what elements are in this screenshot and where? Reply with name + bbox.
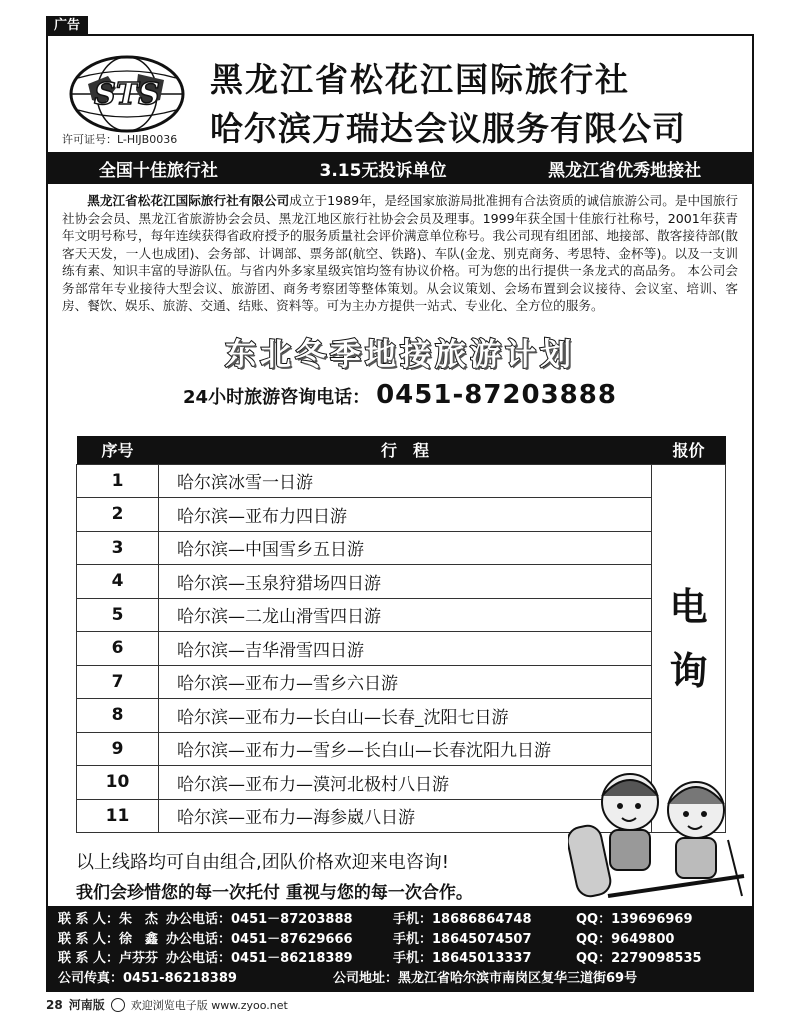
- company-title-1: 黑龙江省松花江国际旅行社: [210, 60, 630, 99]
- contact-qq: QQ：2279098535: [576, 951, 702, 966]
- contact-office-phone: 办公电话：0451－86218389: [166, 951, 353, 966]
- route-name: 哈尔滨—亚布力—雪乡六日游: [159, 665, 652, 699]
- route-row: [77, 565, 726, 599]
- company-intro: [48, 184, 752, 315]
- route-number: 1: [77, 464, 159, 498]
- intro-text: 成立于1989年，是经国家旅游局批准拥有合法资质的诚信旅游公司。是中国旅行社协会会员、黑龙江省旅游协会会员、黑龙江地区旅行社协会会员及理事。1999年获全国十佳旅行社称号，2001年获青年文明号称号，每年连续获得省政府授予的服务质量社会评价满意单位称号。我公司现有组团部、地接部、散客接待部(散客天天发，一人也成团)、会务部、计调部、票务部(航空、铁路)、车队(金龙、别克商务、考思特、金杯等)。以及一支训练有素、知识丰富的导游队伍。与省内外多家星级宾馆均签有协议价格。可为您的出行提供一条龙式的高品务。 本公司会务部常年专业接待大型会议、旅游团、商务考察团等整体策划。从会议策划、会场布置到会议接待、会议室、培训、客房、餐饮、娱乐、旅游、交通、结账、资料等。可为主办方提供一站式、专业化、全方位的服务。: [62, 193, 739, 313]
- route-row: [77, 498, 726, 532]
- ad-frame: [46, 34, 754, 992]
- route-name: 哈尔滨—玉泉狩猎场四日游: [159, 565, 652, 599]
- header-price: 报价: [652, 436, 726, 464]
- page-footer: [46, 996, 288, 1013]
- intro-company-name: 黑龙江省松花江国际旅行社有限公司: [87, 193, 290, 208]
- license-number: 许可证号：L-HIJB0036: [62, 133, 178, 146]
- route-number: 9: [77, 732, 159, 766]
- route-number: 10: [77, 766, 159, 800]
- route-row: [77, 699, 726, 733]
- contact-row: [58, 930, 742, 950]
- route-number: 2: [77, 498, 159, 532]
- contacts-block: [48, 906, 752, 992]
- route-name: 哈尔滨—亚布力四日游: [159, 498, 652, 532]
- header-no: 序号: [77, 436, 159, 464]
- contact-row: [58, 969, 742, 989]
- route-name: 哈尔滨—二龙山滑雪四日游: [159, 598, 652, 632]
- plan-title: 东北冬季地接旅游计划: [225, 336, 575, 373]
- page-number: 28: [46, 997, 63, 1012]
- route-number: 3: [77, 531, 159, 565]
- contact-mobile: 手机：18686864748: [393, 912, 532, 927]
- logo-text: STS: [94, 77, 160, 112]
- route-row: [77, 598, 726, 632]
- contact-mobile: 手机：18645074507: [393, 931, 532, 947]
- contact-row: [58, 949, 742, 969]
- price-inquiry: 电 询: [652, 464, 726, 833]
- contact-name: 联 系 人：朱 杰: [58, 912, 159, 927]
- honor-item: 全国十佳旅行社: [98, 160, 218, 181]
- route-number: 11: [77, 799, 159, 833]
- contact-qq: QQ：139696969: [576, 912, 693, 927]
- honor-item: 3.15无投诉单位: [319, 160, 447, 181]
- website-link[interactable]: 欢迎浏览电子版 www.zyoo.net: [130, 998, 288, 1012]
- route-row: [77, 632, 726, 666]
- contact-row: [58, 910, 742, 930]
- route-number: 5: [77, 598, 159, 632]
- note-combination: 以上线路均可自由组合,团队价格欢迎来电咨询!: [76, 852, 449, 873]
- route-number: 6: [77, 632, 159, 666]
- route-name: 哈尔滨—亚布力—雪乡—长白山—长春沈阳九日游: [159, 732, 652, 766]
- note-cooperation: 我们会珍惜您的每一次托付 重视与您的每一次合作。: [76, 883, 473, 903]
- hotline-label: 24小时旅游咨询电话：: [183, 386, 371, 408]
- edition-label: 河南版: [68, 998, 105, 1012]
- contact-office-phone: 办公电话：0451－87203888: [166, 912, 353, 927]
- route-name: 哈尔滨冰雪一日游: [159, 464, 652, 498]
- route-number: 4: [77, 565, 159, 599]
- route-name: 哈尔滨—中国雪乡五日游: [159, 531, 652, 565]
- company-title-2: 哈尔滨万瑞达会议服务有限公司: [210, 109, 686, 148]
- skier-mascots-icon: [568, 756, 748, 906]
- route-name: 哈尔滨—吉华滑雪四日游: [159, 632, 652, 666]
- route-row: [77, 531, 726, 565]
- brand-mark-icon: [111, 998, 125, 1012]
- honor-bar: [48, 152, 752, 184]
- route-name: 哈尔滨—亚布力—漠河北极村八日游: [159, 766, 652, 800]
- hotline-number: 0451-87203888: [376, 379, 617, 410]
- route-number: 8: [77, 699, 159, 733]
- route-row: [77, 665, 726, 699]
- hotline: [48, 380, 752, 410]
- contact-mobile: 手机：18645013337: [393, 951, 532, 966]
- route-name: 哈尔滨—亚布力—海参崴八日游: [159, 799, 652, 833]
- contact-office-phone: 办公电话：0451－87629666: [166, 931, 353, 947]
- contact-name: 联 系 人：卢芬芬: [58, 951, 159, 966]
- globe-logo-icon: [68, 54, 186, 134]
- header-route: 行 程: [159, 436, 652, 464]
- ad-tag: 广告: [46, 16, 88, 36]
- route-name: 哈尔滨—亚布力—长白山—长春_沈阳七日游: [159, 699, 652, 733]
- company-address: 公司地址：黑龙江省哈尔滨市南岗区复华三道街69号: [333, 970, 638, 986]
- route-row: [77, 464, 726, 498]
- honor-item: 黑龙江省优秀地接社: [548, 160, 702, 181]
- header: [48, 36, 752, 152]
- route-number: 7: [77, 665, 159, 699]
- contact-name: 联 系 人：徐 鑫: [58, 931, 159, 947]
- contact-qq: QQ：9649800: [576, 931, 675, 947]
- company-fax: 公司传真：0451-86218389: [58, 970, 237, 986]
